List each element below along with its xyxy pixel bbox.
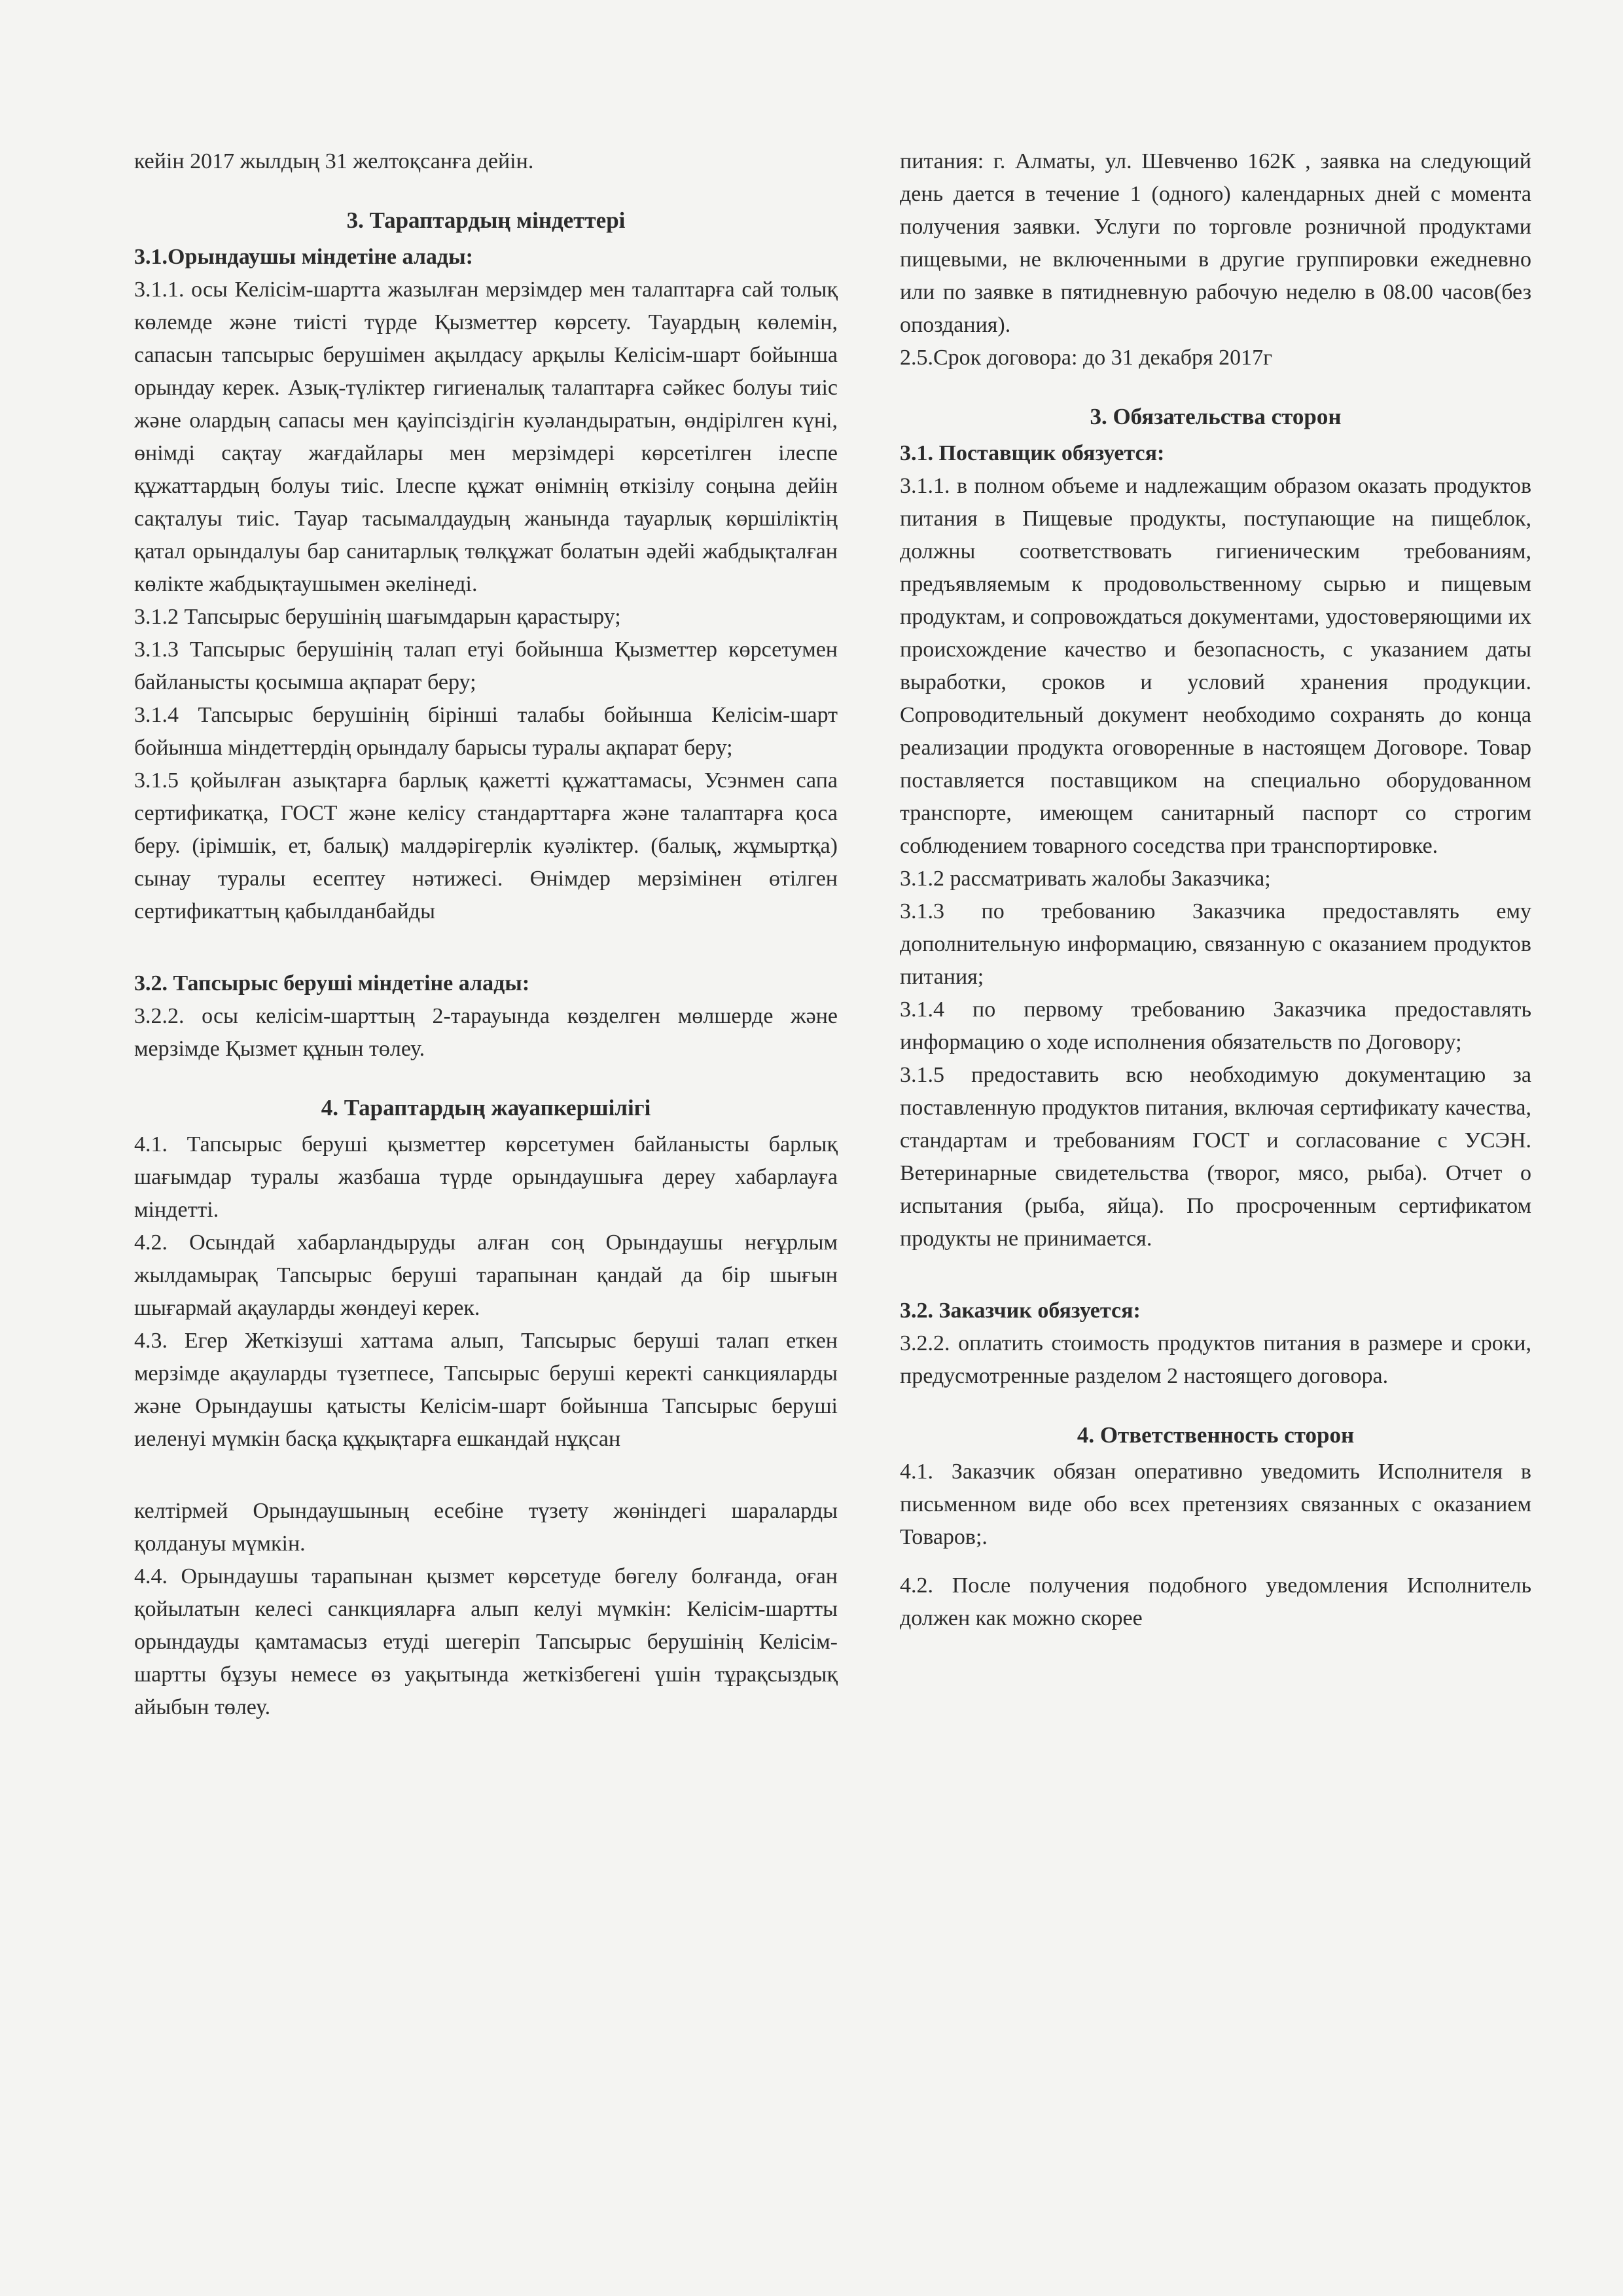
clause-3-1-1: 3.1.1. осы Келісім-шартта жазылған мерзімдер мен талаптарға сай толық көлемде және тиісті түрде Қызметтер көрсету. Тауардың көлемін, сапасын тапсырыс берушімен ақылдасу арқылы Келісім-шарт бойынша орындау керек. Азық-түліктер гигиеналық талаптарға сәйкес болуы тиіс және олардың сапасы мен қауіпсіздігін куәландыратын, өндірілген күні, өнімді сақтау жағдайлары мен мерзімдері көрсетілген ілеспе құжаттардың болуы тиіс. Ілеспе құжат өнімнің өткізілу соңына дейін сақталуы тиіс. Тауар тасымалдаудың жанында тауарлық көршіліктің қатал орындалуы бар санитарлық төлқұжат болатын әдейі жабдықталған көлікте жабдықтаушымен әкелінеді.	[134, 278, 838, 596]
clause-3-2-2: 3.2.2. оплатить стоимость продуктов питания в размере и сроки, предусмотренные разделом 2 настоящего договора.	[900, 1331, 1531, 1388]
clause-3-1-4: 3.1.4 Тапсырыс берушінің бірінші талабы бойынша Келісім-шарт бойынша міндеттердің орындалу барысы туралы ақпарат беру;	[134, 703, 838, 760]
clause-3-1-1: 3.1.1. в полном объеме и надлежащим образом оказать продуктов питания в Пищевые продукты, поступающие на пищеблок, должны соответствовать гигиеническим требованиям, предъявляемым к продовольственному сырью и пищевым продуктам, и сопровождаться документами, удостоверяющими их происхождение качество и безопасность, с указанием даты выработки, сроков и условий хранения продукции. Сопроводительный документ необходимо сохранять до конца реализации продукта оговоренные в настоящем Договоре. Товар поставляется поставщиком на специально оборудованном транспорте, имеющем санитарный паспорт со строгим соблюдением товарного соседства при транспортировке.	[900, 474, 1531, 858]
clause-3-1-5: 3.1.5 предоставить всю необходимую документацию за поставленную продуктов питания, включая сертификату качества, стандартам и требованиям ГОСТ и согласование с УСЭН. Ветеринарные свидетельства (творог, мясо, рыба). Отчет о испытания (рыба, яйца). По просроченным сертификатом продукты не принимается.	[900, 1063, 1531, 1251]
russian-column	[900, 145, 1531, 1635]
subsection-3-1-heading: 3.1.Орындаушы міндетіне алады:	[134, 245, 473, 269]
section-3-heading: 3. Тараптардың міндеттері	[346, 207, 626, 233]
intro-paragraph: кейін 2017 жылдың 31 желтоқсанға дейін.	[134, 149, 534, 173]
clause-3-2-2: 3.2.2. осы келісім-шарттың 2-тарауында көзделген мөлшерде және мерзімде Қызмет құнын төлеу.	[134, 1004, 838, 1061]
section-3-heading: 3. Обязательства сторон	[1090, 404, 1342, 429]
clause-2-5: 2.5.Срок договора: до 31 декабря 2017г	[900, 346, 1273, 370]
clause-3-1-3: 3.1.3 Тапсырыс берушінің талап етуі бойынша Қызметтер көрсетумен байланысты қосымша ақпарат беру;	[134, 637, 838, 694]
subsection-3-1-heading: 3.1. Поставщик обязуется:	[900, 441, 1165, 465]
clause-4-3: 4.3. Егер Жеткізуші хаттама алып, Тапсырыс беруші талап еткен мерзімде ақауларды түзетпесе, Тапсырыс беруші керекті санкцияларды және Орындаушы қатысты Келісім-шарт бойынша Тапсырыс беруші иеленуі мүмкін басқа құқықтарға ешкандай нұқсан	[134, 1329, 838, 1451]
clause-4-1: 4.1. Заказчик обязан оперативно уведомить Исполнителя в письменном виде обо всех претензиях связанных с оказанием Товаров;.	[900, 1460, 1531, 1549]
clause-4-2: 4.2. После получения подобного уведомления Исполнитель должен как можно скорее	[900, 1573, 1531, 1630]
clause-4-4: 4.4. Орындаушы тарапынан қызмет көрсетуде бөгелу болғанда, оған қойылатын келесі санкцияларға алып келуі мүмкін: Келісім-шартты орындауды қамтамасыз етуді шегеріп Тапсырыс берушінің Келісім-шартты бұзуы немесе өз уақытында жеткізбегені үшін тұрақсыздық айыбын төлеу.	[134, 1564, 838, 1719]
subsection-3-2-heading: 3.2. Заказчик обязуется:	[900, 1299, 1141, 1323]
clause-3-1-5: 3.1.5 қойылған азықтарға барлық қажетті құжаттамасы, Усэнмен сапа сертификатқа, ГОСТ және келісу стандарттарға және талаптарға қоса беру. (ірімшік, ет, балық) малдәрігерлік куәліктер. (балық, жұмыртқа) сынау туралы есептеу нәтижесі. Өнімдер мерзімінен өтілген сертификаттың қабылданбайды	[134, 768, 838, 924]
clause-4-3-continued: келтірмей Орындаушының есебіне түзету жөніндегі шараларды қолдануы мүмкін.	[134, 1499, 838, 1556]
section-4-heading: 4. Ответственность сторон	[1077, 1422, 1355, 1448]
clause-3-1-2: 3.1.2 Тапсырыс берушінің шағымдарын қарастыру;	[134, 605, 621, 629]
subsection-3-2-heading: 3.2. Тапсырыс беруші міндетіне алады:	[134, 971, 530, 996]
section-4-heading: 4. Тараптардың жауапкершілігі	[321, 1095, 651, 1121]
kazakh-column	[134, 145, 838, 1724]
clause-3-1-4: 3.1.4 по первому требованию Заказчика предоставлять информацию о ходе исполнения обязательств по Договору;	[900, 997, 1531, 1054]
clause-3-1-3: 3.1.3 по требованию Заказчика предоставлять ему дополнительную информацию, связанную с оказанием продуктов питания;	[900, 899, 1531, 989]
clause-3-1-2: 3.1.2 рассматривать жалобы Заказчика;	[900, 867, 1271, 891]
clause-4-1: 4.1. Тапсырыс беруші қызметтер көрсетумен байланысты барлық шағымдар туралы жазбаша түрде орындаушыға дереу хабарлауға міндетті.	[134, 1132, 838, 1222]
clause-4-2: 4.2. Осындай хабарландыруды алған соң Орындаушы неғұрлым жылдамырақ Тапсырыс беруші тарапынан қандай да бір шығын шығармай ақауларды жөндеуі керек.	[134, 1230, 838, 1320]
intro-paragraph: питания: г. Алматы, ул. Шевченво 162К , заявка на следующий день дается в течение 1 (одного) календарных дней с момента получения заявки. Услуги по торговле розничной продуктами пищевыми, не включенными в другие группировки ежедневно или по заявке в пятидневную рабочую неделю в 08.00 часов(без опоздания).	[900, 149, 1531, 337]
